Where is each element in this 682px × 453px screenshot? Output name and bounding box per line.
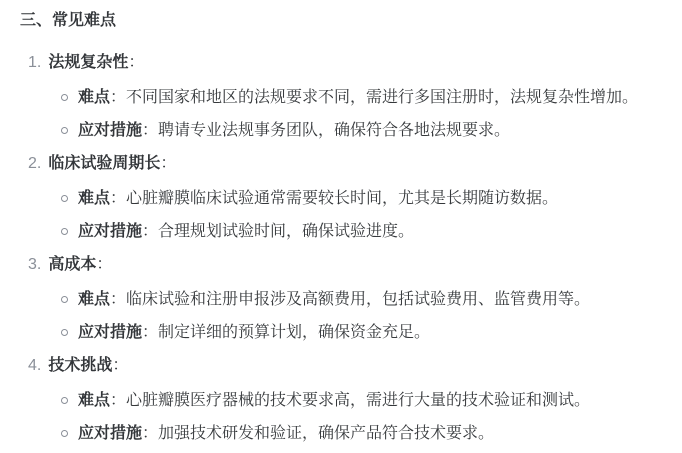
colon-text: ： bbox=[110, 190, 127, 207]
section-title-row bbox=[28, 50, 662, 75]
list-item bbox=[20, 287, 662, 312]
colon-text: ： bbox=[142, 122, 159, 139]
sub-list bbox=[20, 85, 662, 143]
subitem-text-block bbox=[78, 219, 662, 244]
subitem-label: 应对措施 bbox=[78, 223, 143, 240]
sub-list bbox=[20, 388, 662, 446]
difficulty-list bbox=[20, 50, 662, 446]
list-item bbox=[20, 320, 662, 345]
list-item-high-cost bbox=[20, 252, 662, 345]
section-title-text: 临床试验周期长 bbox=[48, 155, 161, 172]
subitem-body: 心脏瓣膜临床试验通常需要较长时间，尤其是长期随访数据。 bbox=[126, 190, 559, 207]
colon-text: ： bbox=[160, 155, 177, 172]
list-item-regulatory bbox=[20, 50, 662, 143]
subitem-label: 难点 bbox=[78, 89, 111, 106]
section-title-row bbox=[28, 353, 662, 378]
list-number: 1. bbox=[28, 54, 42, 71]
subitem-text-block bbox=[78, 421, 662, 446]
section-title-text: 高成本 bbox=[48, 256, 97, 273]
colon-text: ： bbox=[96, 256, 113, 273]
subitem-text-block bbox=[78, 320, 662, 345]
subitem-body: 加强技术研发和验证，确保产品符合技术要求。 bbox=[158, 425, 495, 442]
subitem-text-block bbox=[78, 388, 662, 413]
colon-text: ： bbox=[142, 223, 159, 240]
list-number: 3. bbox=[28, 256, 42, 273]
list-item-technical-challenge bbox=[20, 353, 662, 446]
subitem-body: 聘请专业法规事务团队，确保符合各地法规要求。 bbox=[158, 122, 511, 139]
list-item bbox=[20, 388, 662, 413]
bullet-icon bbox=[61, 397, 68, 404]
list-number: 4. bbox=[28, 357, 42, 374]
section-title bbox=[48, 252, 112, 277]
bullet-icon bbox=[61, 329, 68, 336]
sub-list bbox=[20, 287, 662, 345]
subitem-label: 难点 bbox=[78, 190, 111, 207]
subitem-body: 合理规划试验时间，确保试验进度。 bbox=[158, 223, 415, 240]
subitem-body: 心脏瓣膜医疗器械的技术要求高，需进行大量的技术验证和测试。 bbox=[126, 392, 591, 409]
bullet-icon bbox=[61, 195, 68, 202]
section-title-text: 技术挑战 bbox=[48, 357, 113, 374]
list-item bbox=[20, 186, 662, 211]
subitem-body: 制定详细的预算计划，确保资金充足。 bbox=[158, 324, 431, 341]
bullet-icon bbox=[61, 228, 68, 235]
section-title bbox=[48, 151, 176, 176]
list-item bbox=[20, 219, 662, 244]
list-number: 2. bbox=[28, 155, 42, 172]
section-title-text: 法规复杂性 bbox=[48, 54, 129, 71]
section-title bbox=[48, 353, 128, 378]
list-item bbox=[20, 118, 662, 143]
colon-text: ： bbox=[110, 291, 127, 308]
colon-text: ： bbox=[112, 357, 129, 374]
bullet-icon bbox=[61, 296, 68, 303]
subitem-label: 应对措施 bbox=[78, 425, 143, 442]
section-title-row bbox=[28, 252, 662, 277]
subitem-label: 应对措施 bbox=[78, 324, 143, 341]
subitem-text-block bbox=[78, 118, 662, 143]
list-item-clinical-trial bbox=[20, 151, 662, 244]
colon-text: ： bbox=[142, 425, 159, 442]
subitem-label: 难点 bbox=[78, 392, 111, 409]
colon-text: ： bbox=[110, 89, 127, 106]
subitem-label: 应对措施 bbox=[78, 122, 143, 139]
sub-list bbox=[20, 186, 662, 244]
subitem-label: 难点 bbox=[78, 291, 111, 308]
colon-text: ： bbox=[110, 392, 127, 409]
subitem-text-block bbox=[78, 287, 662, 312]
bullet-icon bbox=[61, 127, 68, 134]
page-title: 三、常见难点 bbox=[20, 12, 117, 29]
colon-text: ： bbox=[142, 324, 159, 341]
list-item bbox=[20, 421, 662, 446]
subitem-text-block bbox=[78, 186, 662, 211]
section-title bbox=[48, 50, 144, 75]
section-title-row bbox=[28, 151, 662, 176]
subitem-body: 不同国家和地区的法规要求不同，需进行多国注册时，法规复杂性增加。 bbox=[126, 89, 639, 106]
bullet-icon bbox=[61, 430, 68, 437]
subitem-body: 临床试验和注册申报涉及高额费用，包括试验费用、监管费用等。 bbox=[126, 291, 591, 308]
bullet-icon bbox=[61, 94, 68, 101]
colon-text: ： bbox=[128, 54, 145, 71]
subitem-text-block bbox=[78, 85, 662, 110]
list-item bbox=[20, 85, 662, 110]
